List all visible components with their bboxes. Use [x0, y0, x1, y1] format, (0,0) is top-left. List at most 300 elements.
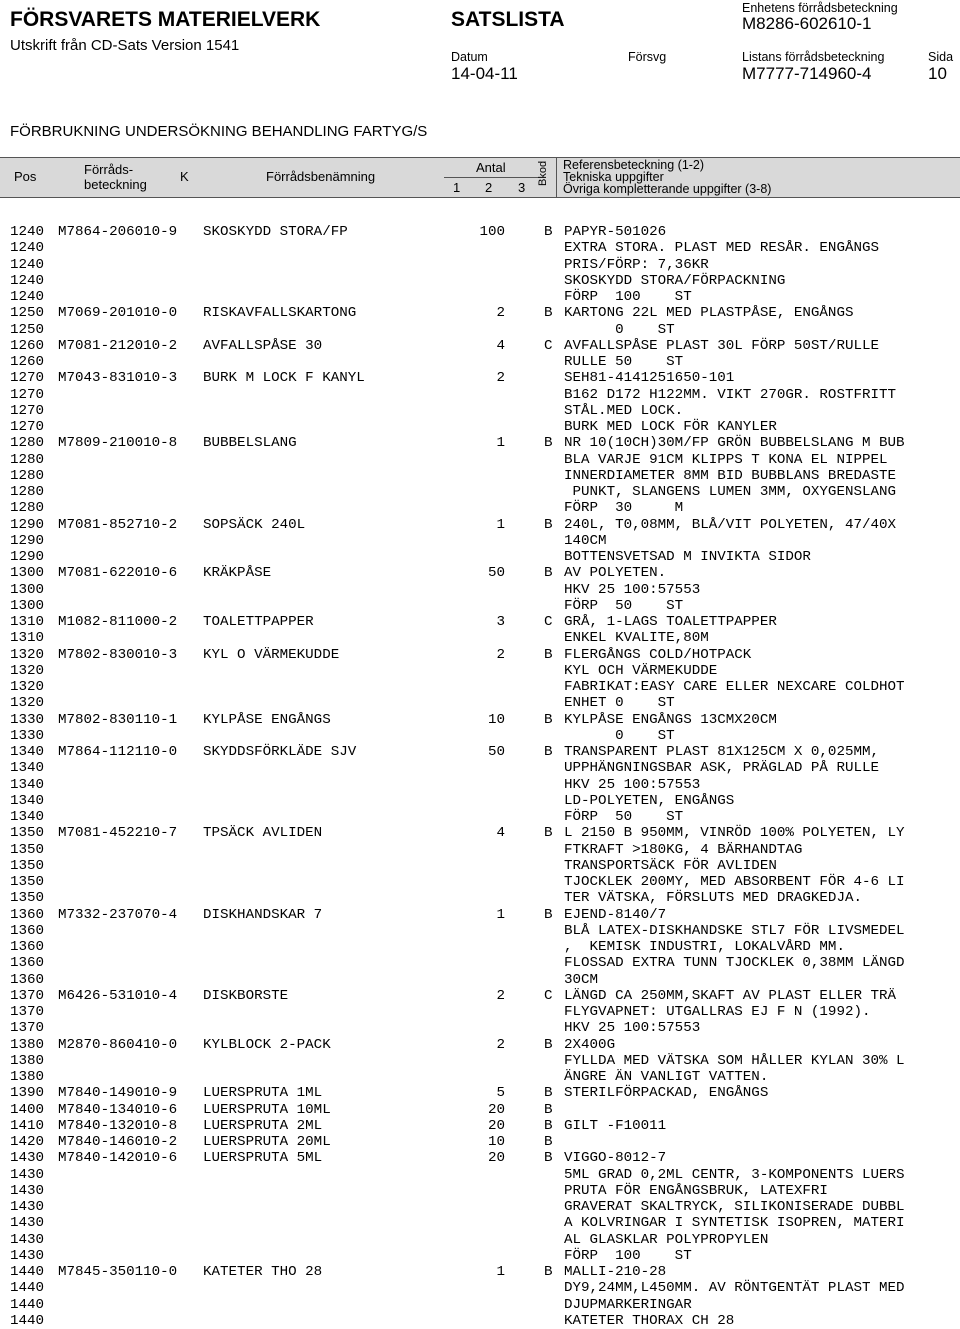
row-pos: 1350: [10, 890, 45, 907]
table-row: [10, 305, 960, 321]
row-pos: 1280: [10, 451, 45, 468]
row-bkod: B: [544, 435, 553, 452]
row-item-name: RISKAVFALLSKARTONG: [203, 305, 357, 322]
item-list: [10, 224, 960, 1329]
col-k: K: [180, 169, 189, 184]
row-pos: 1280: [10, 500, 45, 517]
table-row: [10, 289, 960, 305]
row-pos: 1270: [10, 419, 45, 435]
table-row: [10, 874, 960, 890]
col-ref-2: Tekniska uppgifter: [563, 170, 664, 184]
row-pos: 1430: [10, 1166, 45, 1183]
table-row: [10, 695, 960, 711]
table-row: [10, 955, 960, 971]
row-reference: TER VÄTSKA, FÖRSLUTS MED DRAGKEDJA.: [564, 890, 862, 907]
col-name: Förrådsbenämning: [266, 169, 376, 184]
row-pos: 1370: [10, 1020, 45, 1037]
row-reference: FÖRP 50 ST: [564, 809, 684, 825]
table-row: [10, 890, 960, 906]
row-reference: DY9,24MM,L450MM. AV RÖNTGENTÄT PLAST MED: [564, 1280, 905, 1297]
date-label: Datum: [451, 50, 488, 64]
row-pos: 1360: [10, 906, 45, 923]
row-quantity: 1: [496, 906, 505, 923]
row-reference: STÅL.MED LOCK.: [564, 402, 684, 419]
org-name: FÖRSVARETS MATERIELVERK: [10, 8, 321, 31]
row-pos: 1350: [10, 874, 45, 890]
unit-value: M8286-602610-1: [742, 14, 872, 33]
table-row: [10, 777, 960, 793]
row-quantity: 4: [496, 825, 505, 842]
row-pos: 1270: [10, 402, 45, 419]
row-pos: 1320: [10, 679, 45, 695]
table-row: [10, 1264, 960, 1280]
row-reference: GILT -F10011: [564, 1117, 667, 1134]
row-pos: 1340: [10, 792, 45, 809]
table-row: [10, 809, 960, 825]
table-row: [10, 1232, 960, 1248]
row-quantity: 20: [487, 1150, 505, 1167]
row-reference: FLYGVAPNET: UTGALLRAS EJ F N (1992).: [564, 1004, 871, 1020]
row-item-name: TPSÄCK AVLIDEN: [203, 825, 323, 842]
table-row: [10, 988, 960, 1004]
row-item-name: BURK M LOCK F KANYL: [203, 370, 365, 387]
row-pos: 1330: [10, 727, 45, 744]
row-reference: AVFALLSPÅSE PLAST 30L FÖRP 50ST/RULLE: [564, 337, 880, 354]
col-pos: Pos: [14, 169, 37, 184]
row-reference: TJOCKLEK 200MY, MED ABSORBENT FÖR 4-6 LI: [564, 874, 905, 890]
row-reference: FABRIKAT:EASY CARE ELLER NEXCARE COLDHOT: [564, 679, 905, 695]
row-pos: 1400: [10, 1101, 45, 1118]
table-row: [10, 923, 960, 939]
row-pos: 1270: [10, 370, 45, 387]
table-row: [10, 1004, 960, 1020]
row-item-name: SOPSÄCK 240L: [203, 516, 306, 533]
row-reference: GRÅ, 1-LAGS TOALETTPAPPER: [564, 614, 777, 630]
row-item-number: M7802-830110-1: [58, 711, 178, 728]
row-pos: 1350: [10, 841, 45, 858]
table-row: [10, 338, 960, 354]
row-reference: PUNKT, SLANGENS LUMEN 3MM, OXYGENSLANG: [564, 484, 897, 500]
row-item-number: M7840-149010-9: [58, 1085, 178, 1102]
table-row: [10, 370, 960, 386]
row-pos: 1240: [10, 224, 45, 240]
table-row: [10, 630, 960, 646]
row-pos: 1240: [10, 256, 45, 273]
forsvg-label: Försvg: [628, 50, 667, 64]
page-label: Sida: [928, 50, 954, 64]
table-row: [10, 257, 960, 273]
row-pos: 1440: [10, 1264, 45, 1280]
col-antal-2: 2: [485, 180, 493, 195]
row-reference: SKOSKYDD STORA/FÖRPACKNING: [564, 272, 786, 289]
row-item-number: M7081-212010-2: [58, 337, 178, 354]
row-item-name: LUERSPRUTA 10ML: [203, 1101, 331, 1118]
row-pos: 1440: [10, 1296, 45, 1313]
table-row: [10, 663, 960, 679]
row-item-number: M7081-622010-6: [58, 565, 178, 582]
row-bkod: B: [544, 565, 553, 582]
row-item-name: SKYDDSFÖRKLÄDE SJV: [203, 744, 357, 760]
row-quantity: 50: [487, 565, 505, 582]
row-reference: VIGGO-8012-7: [564, 1150, 667, 1167]
row-pos: 1370: [10, 987, 45, 1004]
row-item-number: M7845-350110-0: [58, 1264, 178, 1280]
row-item-name: KYLPÅSE ENGÅNGS: [203, 711, 331, 728]
table-row: [10, 1134, 960, 1150]
row-bkod: C: [544, 614, 553, 630]
row-reference: BLÅ LATEX-DISKHANDSKE STL7 FÖR LIVSMEDEL: [564, 922, 905, 939]
col-ref-3: Övriga kompletterande uppgifter (3-8): [563, 182, 772, 196]
table-row: [10, 1215, 960, 1231]
row-pos: 1390: [10, 1085, 45, 1102]
row-pos: 1430: [10, 1150, 45, 1167]
row-reference: L 2150 B 950MM, VINRÖD 100% POLYETEN, LY: [564, 825, 905, 842]
row-item-name: LUERSPRUTA 20ML: [203, 1134, 331, 1150]
row-reference: KYL OCH VÄRMEKUDDE: [564, 662, 718, 679]
row-reference: FÖRP 30 M: [564, 500, 684, 517]
row-bkod: B: [544, 1085, 553, 1102]
row-item-name: DISKBORSTE: [203, 987, 289, 1004]
table-row: [10, 419, 960, 435]
row-reference: ÄNGRE ÄN VANLIGT VATTEN.: [564, 1069, 769, 1085]
row-pos: 1290: [10, 549, 45, 565]
table-row: [10, 435, 960, 451]
row-item-name: KATETER THO 28: [203, 1264, 323, 1280]
row-reference: EJEND-8140/7: [564, 906, 667, 923]
row-pos: 1240: [10, 240, 45, 257]
table-row: [10, 582, 960, 598]
row-quantity: 10: [487, 1134, 505, 1150]
row-item-name: KYLBLOCK 2-PACK: [203, 1036, 331, 1053]
row-bkod: C: [544, 337, 553, 354]
row-pos: 1320: [10, 646, 45, 663]
row-pos: 1340: [10, 744, 45, 760]
row-bkod: B: [544, 744, 553, 760]
table-row: [10, 1118, 960, 1134]
row-pos: 1430: [10, 1182, 45, 1199]
row-bkod: B: [544, 1101, 553, 1118]
row-reference: UPPHÄNGNINGSBAR ASK, PRÄGLAD PÅ RULLE: [564, 760, 880, 777]
row-reference: 140CM: [564, 532, 607, 549]
row-item-number: M7840-134010-6: [58, 1101, 178, 1118]
row-reference: 2X400G: [564, 1036, 616, 1053]
row-pos: 1350: [10, 857, 45, 874]
row-pos: 1430: [10, 1199, 45, 1215]
row-quantity: 2: [496, 646, 505, 663]
row-pos: 1260: [10, 337, 45, 354]
row-pos: 1320: [10, 695, 45, 712]
table-row: [10, 1313, 960, 1329]
row-bkod: B: [544, 1264, 553, 1280]
row-quantity: 100: [479, 224, 505, 240]
row-pos: 1360: [10, 971, 45, 988]
row-item-number: M7840-132010-8: [58, 1117, 178, 1134]
row-pos: 1300: [10, 597, 45, 614]
table-row: [10, 1037, 960, 1053]
table-row: [10, 387, 960, 403]
row-reference: PAPYR-501026: [564, 224, 667, 240]
row-reference: AV POLYETEN.: [564, 565, 667, 582]
row-reference: A KOLVRINGAR I SYNTETISK ISOPREN, MATERI: [564, 1215, 905, 1232]
table-row: [10, 273, 960, 289]
row-reference: BLA VARJE 91CM KLIPPS T KONA EL NIPPEL: [564, 451, 888, 468]
table-row: [10, 1167, 960, 1183]
row-pos: 1380: [10, 1069, 45, 1085]
row-quantity: 10: [487, 711, 505, 728]
table-row: [10, 549, 960, 565]
table-row: [10, 565, 960, 581]
row-reference: 0 ST: [564, 727, 675, 744]
row-reference: FLOSSAD EXTRA TUNN TJOCKLEK 0,38MM LÄNGD: [564, 955, 905, 972]
row-item-name: AVFALLSPÅSE 30: [203, 337, 323, 354]
table-row: [10, 240, 960, 256]
col-ref-1: Referensbeteckning (1-2): [563, 158, 705, 172]
row-bkod: B: [544, 906, 553, 923]
row-pos: 1250: [10, 305, 45, 322]
table-row: [10, 793, 960, 809]
row-quantity: 2: [496, 305, 505, 322]
row-reference: 0 ST: [564, 321, 675, 338]
row-pos: 1430: [10, 1247, 45, 1264]
row-item-name: TOALETTPAPPER: [203, 614, 314, 630]
date-value: 14-04-11: [451, 64, 518, 83]
row-reference: LD-POLYETEN, ENGÅNGS: [564, 792, 735, 809]
row-reference: INNERDIAMETER 8MM BID BUBBLANS BREDASTE: [564, 467, 897, 484]
row-item-name: LUERSPRUTA 2ML: [203, 1117, 323, 1134]
column-header: [0, 157, 960, 198]
row-bkod: B: [544, 516, 553, 533]
row-item-name: KYL O VÄRMEKUDDE: [203, 646, 340, 663]
table-row: [10, 1150, 960, 1166]
row-pos: 1290: [10, 532, 45, 549]
row-pos: 1340: [10, 809, 45, 825]
table-row: [10, 1297, 960, 1313]
page-value: 10: [928, 64, 947, 83]
row-reference: B162 D172 H122MM. VIKT 270GR. ROSTFRITT: [564, 386, 897, 403]
table-row: [10, 972, 960, 988]
print-subtitle: Utskrift från CD-Sats Version 1541: [10, 37, 240, 54]
row-bkod: B: [544, 305, 553, 322]
row-quantity: 2: [496, 370, 505, 387]
row-bkod: B: [544, 646, 553, 663]
row-quantity: 5: [496, 1085, 505, 1102]
row-pos: 1270: [10, 386, 45, 403]
row-pos: 1360: [10, 939, 45, 955]
row-reference: HKV 25 100:57553: [564, 581, 701, 598]
row-reference: FÖRP 100 ST: [564, 1247, 692, 1264]
row-reference: KATETER THORAX CH 28: [564, 1312, 735, 1329]
row-reference: MALLI-210-28: [564, 1264, 667, 1280]
row-item-number: M6426-531010-4: [58, 987, 178, 1004]
table-row: [10, 452, 960, 468]
document-type: SATSLISTA: [451, 8, 565, 31]
row-pos: 1280: [10, 435, 45, 452]
row-reference: FTKRAFT >180KG, 4 BÄRHANDTAG: [564, 841, 803, 858]
row-bkod: B: [544, 224, 553, 240]
row-quantity: 3: [496, 614, 505, 630]
row-reference: TRANSPARENT PLAST 81X125CM X 0,025MM,: [564, 744, 880, 760]
table-row: [10, 647, 960, 663]
row-reference: FÖRP 100 ST: [564, 289, 692, 305]
row-reference: , KEMISK INDUSTRI, LOKALVÅRD MM.: [564, 939, 845, 955]
row-pos: 1310: [10, 614, 45, 630]
row-pos: 1360: [10, 922, 45, 939]
list-label: Listans förrådsbeteckning: [742, 50, 885, 64]
table-row: [10, 354, 960, 370]
table-row: [10, 1199, 960, 1215]
row-item-number: M7864-112110-0: [58, 744, 178, 760]
row-pos: 1260: [10, 354, 45, 370]
row-quantity: 4: [496, 337, 505, 354]
row-item-number: M2870-860410-0: [58, 1036, 178, 1053]
row-pos: 1350: [10, 825, 45, 842]
table-row: [10, 1183, 960, 1199]
row-pos: 1380: [10, 1036, 45, 1053]
row-bkod: B: [544, 1134, 553, 1150]
row-reference: ENKEL KVALITE,80M: [564, 630, 709, 647]
row-reference: BURK MED LOCK FÖR KANYLER: [564, 419, 777, 435]
row-reference: AL GLASKLAR POLYPROPYLEN: [564, 1231, 769, 1248]
row-reference: ENHET 0 ST: [564, 695, 675, 712]
row-item-number: M1082-811000-2: [58, 614, 178, 630]
row-reference: PRUTA FÖR ENGÅNGSBRUK, LATEXFRI: [564, 1182, 828, 1199]
row-pos: 1420: [10, 1134, 45, 1150]
row-reference: TRANSPORTSÄCK FÖR AVLIDEN: [564, 857, 777, 874]
row-item-number: M7069-201010-0: [58, 305, 178, 322]
table-row: [10, 825, 960, 841]
section-title: FÖRBRUKNING UNDERSÖKNING BEHANDLING FARTYG/S: [10, 123, 428, 140]
table-row: [10, 939, 960, 955]
table-row: [10, 403, 960, 419]
row-pos: 1360: [10, 955, 45, 972]
row-pos: 1330: [10, 711, 45, 728]
row-pos: 1300: [10, 581, 45, 598]
col-antal-1: 1: [453, 180, 461, 195]
row-reference: GRAVERAT SKALTRYCK, SILIKONISERADE DUBBL: [564, 1199, 905, 1215]
row-reference: BOTTENSVETSAD M INVIKTA SIDOR: [564, 549, 811, 565]
col-forrad-1: Förråds-: [84, 162, 134, 177]
table-row: [10, 1102, 960, 1118]
row-item-number: M7840-142010-6: [58, 1150, 178, 1167]
row-pos: 1340: [10, 776, 45, 793]
row-bkod: C: [544, 987, 553, 1004]
row-reference: HKV 25 100:57553: [564, 776, 701, 793]
table-row: [10, 1069, 960, 1085]
row-reference: NR 10(10CH)30M/FP GRÖN BUBBELSLANG M BUB: [564, 435, 905, 452]
table-row: [10, 1280, 960, 1296]
row-reference: 30CM: [564, 971, 599, 988]
row-item-name: LUERSPRUTA 5ML: [203, 1150, 323, 1167]
row-quantity: 2: [496, 1036, 505, 1053]
row-reference: 240L, T0,08MM, BLÅ/VIT POLYETEN, 47/40X: [564, 516, 897, 533]
row-reference: SEH81-4141251650-101: [564, 370, 735, 387]
table-row: [10, 533, 960, 549]
row-item-name: BUBBELSLANG: [203, 435, 297, 452]
row-reference: RULLE 50 ST: [564, 354, 684, 370]
row-reference: FYLLDA MED VÄTSKA SOM HÅLLER KYLAN 30% L: [564, 1052, 905, 1069]
row-pos: 1250: [10, 321, 45, 338]
row-item-number: M7802-830010-3: [58, 646, 178, 663]
col-bkod: Bkod: [537, 160, 549, 186]
row-pos: 1410: [10, 1117, 45, 1134]
table-row: [10, 1085, 960, 1101]
table-row: [10, 614, 960, 630]
row-bkod: B: [544, 1117, 553, 1134]
table-row: [10, 500, 960, 516]
row-pos: 1290: [10, 516, 45, 533]
row-item-number: M7864-206010-9: [58, 224, 178, 240]
row-item-name: DISKHANDSKAR 7: [203, 906, 323, 923]
row-reference: FÖRP 50 ST: [564, 597, 684, 614]
row-quantity: 1: [496, 1264, 505, 1280]
row-item-number: M7840-146010-2: [58, 1134, 178, 1150]
row-item-name: KRÄKPÅSE: [203, 565, 272, 582]
row-reference: EXTRA STORA. PLAST MED RESÅR. ENGÅNGS: [564, 240, 880, 257]
list-value: M7777-714960-4: [742, 64, 872, 83]
row-item-name: SKOSKYDD STORA/FP: [203, 224, 348, 240]
col-antal: Antal: [476, 160, 506, 175]
row-pos: 1240: [10, 272, 45, 289]
row-bkod: B: [544, 1036, 553, 1053]
row-reference: STERILFÖRPACKAD, ENGÅNGS: [564, 1085, 769, 1102]
row-pos: 1380: [10, 1052, 45, 1069]
row-reference: DJUPMARKERINGAR: [564, 1296, 692, 1313]
table-row: [10, 712, 960, 728]
col-forrad-2: beteckning: [84, 177, 147, 192]
row-quantity: 20: [487, 1117, 505, 1134]
table-row: [10, 484, 960, 500]
row-reference: KARTONG 22L MED PLASTPÅSE, ENGÅNGS: [564, 305, 854, 322]
row-pos: 1300: [10, 565, 45, 582]
table-row: [10, 1020, 960, 1036]
row-quantity: 1: [496, 435, 505, 452]
row-pos: 1440: [10, 1280, 45, 1297]
unit-label: Enhetens förrådsbeteckning: [742, 1, 898, 15]
row-reference: KYLPÅSE ENGÅNGS 13CMX20CM: [564, 711, 777, 728]
table-row: [10, 1248, 960, 1264]
row-pos: 1430: [10, 1215, 45, 1232]
table-row: [10, 907, 960, 923]
row-reference: PRIS/FÖRP: 7,36KR: [564, 256, 709, 273]
row-bkod: B: [544, 1150, 553, 1167]
row-pos: 1280: [10, 484, 45, 500]
row-quantity: 1: [496, 516, 505, 533]
row-quantity: 2: [496, 987, 505, 1004]
row-pos: 1370: [10, 1004, 45, 1020]
row-item-number: M7809-210010-8: [58, 435, 178, 452]
table-row: [10, 468, 960, 484]
row-bkod: B: [544, 711, 553, 728]
col-antal-3: 3: [518, 180, 526, 195]
table-row: [10, 744, 960, 760]
table-row: [10, 322, 960, 338]
row-pos: 1320: [10, 662, 45, 679]
row-item-number: M7043-831010-3: [58, 370, 178, 387]
row-reference: 5ML GRAD 0,2ML CENTR, 3-KOMPONENTS LUERS: [564, 1166, 905, 1183]
row-quantity: 50: [487, 744, 505, 760]
row-bkod: B: [544, 825, 553, 842]
row-pos: 1280: [10, 467, 45, 484]
row-quantity: 20: [487, 1101, 505, 1118]
table-row: [10, 728, 960, 744]
table-row: [10, 1053, 960, 1069]
table-row: [10, 517, 960, 533]
table-row: [10, 679, 960, 695]
table-row: [10, 224, 960, 240]
table-row: [10, 842, 960, 858]
table-row: [10, 598, 960, 614]
row-item-number: M7081-452210-7: [58, 825, 178, 842]
